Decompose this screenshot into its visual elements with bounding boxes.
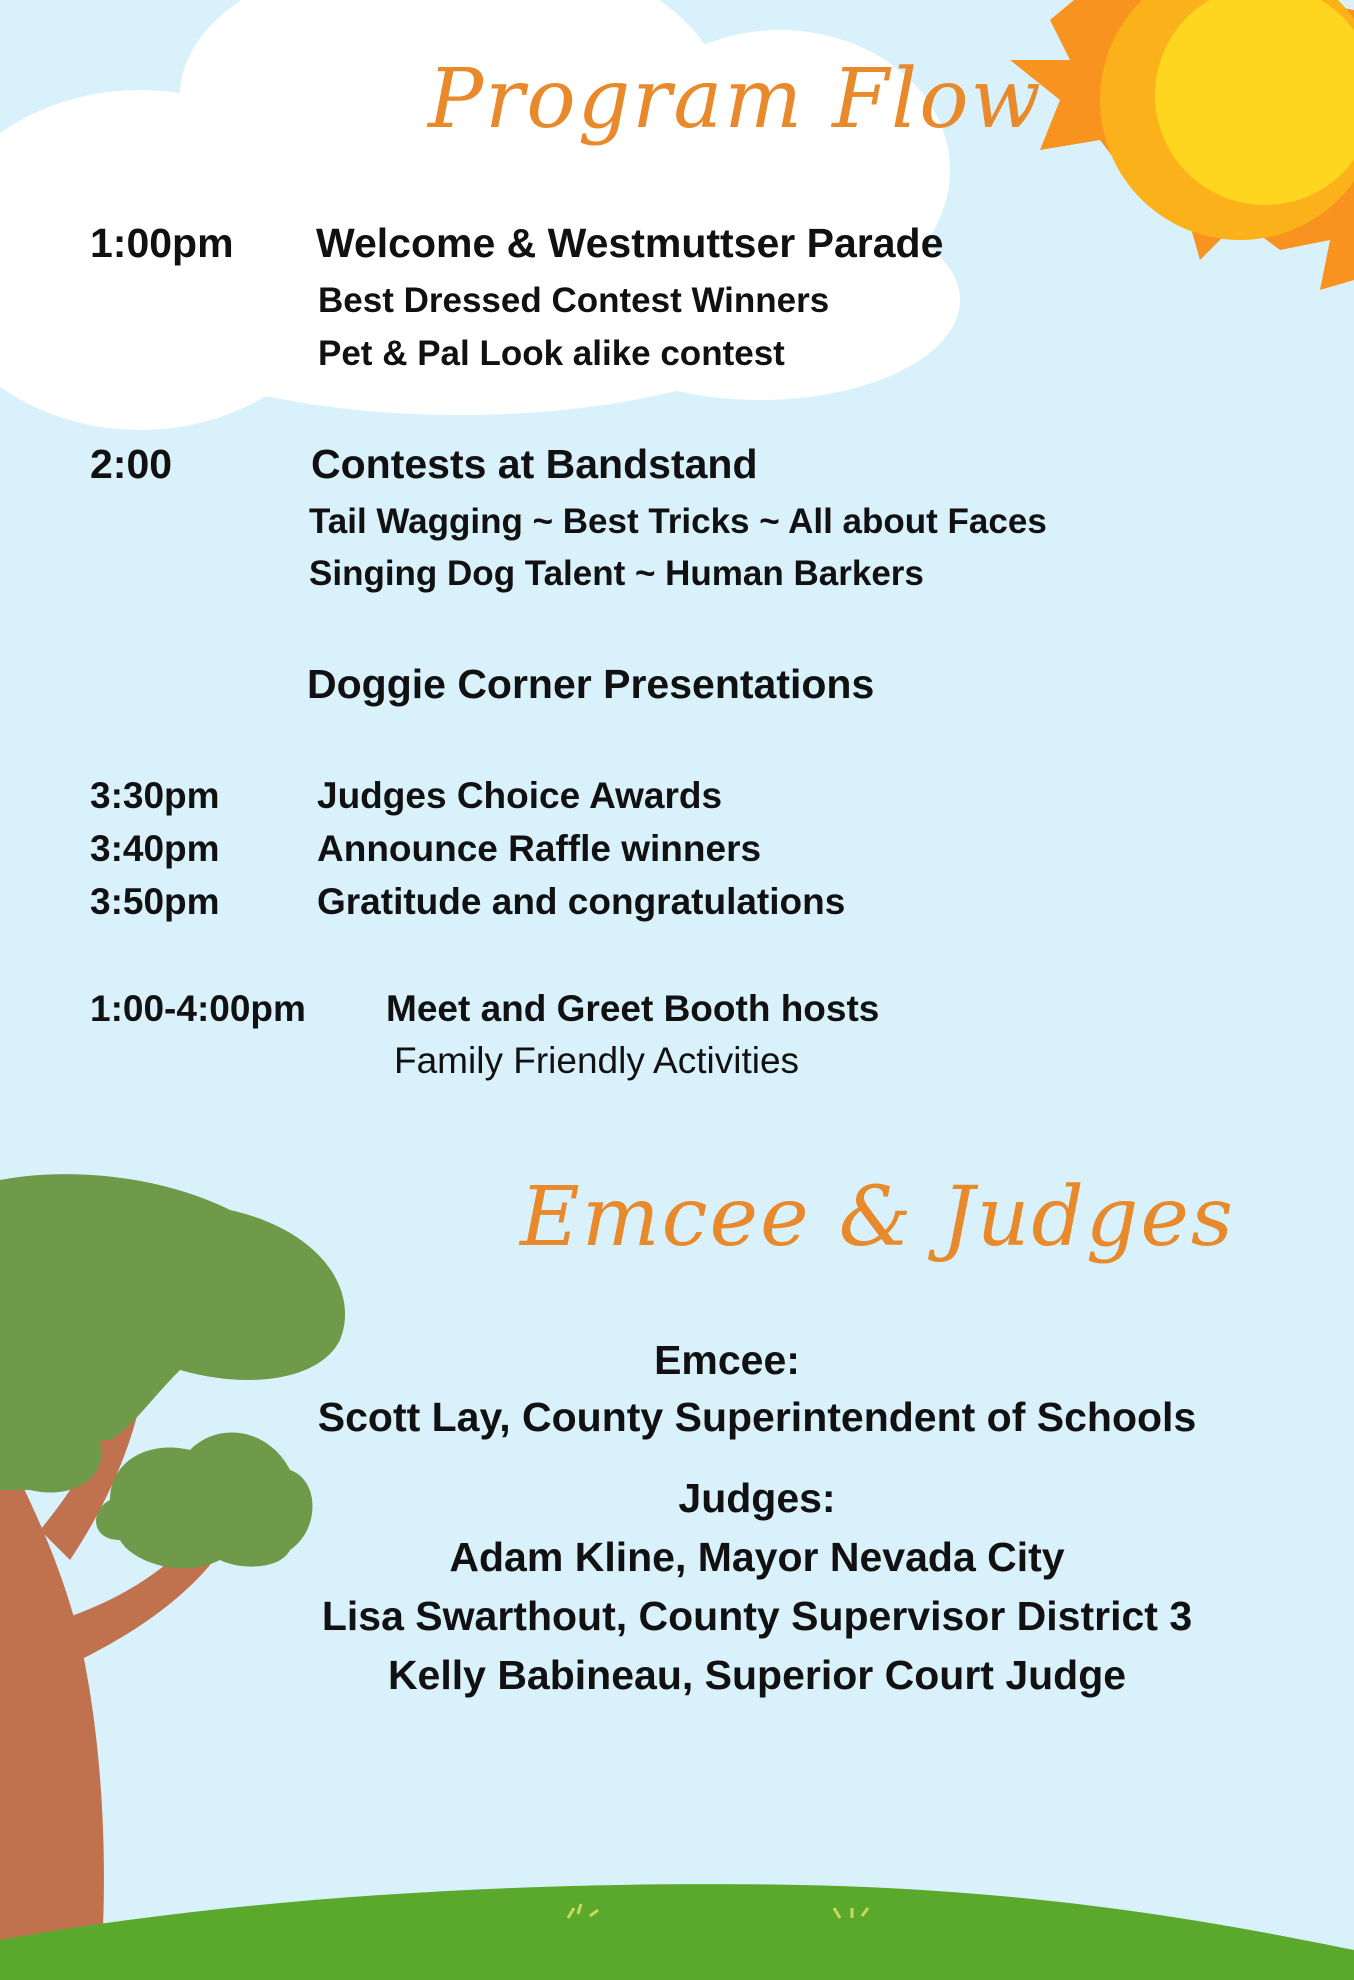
- block2-line2: Singing Dog Talent ~ Human Barkers: [309, 554, 924, 593]
- allday-time: 1:00-4:00pm: [90, 988, 306, 1029]
- sun-illustration: [1010, 0, 1354, 290]
- schedule-label: Gratitude and congratulations: [317, 881, 846, 922]
- block2-time: 2:00: [90, 441, 173, 487]
- block1-heading: Welcome & Westmuttser Parade: [316, 220, 944, 266]
- schedule-time: 3:40pm: [90, 828, 220, 869]
- block2-line3: Doggie Corner Presentations: [307, 661, 875, 707]
- allday-sub: Family Friendly Activities: [394, 1040, 800, 1081]
- schedule-label: Announce Raffle winners: [317, 828, 762, 869]
- block2-heading: Contests at Bandstand: [311, 441, 758, 487]
- judge-item: Kelly Babineau, Superior Court Judge: [387, 1652, 1127, 1698]
- judges-label: Judges:: [678, 1475, 836, 1521]
- program-flow-title: Program Flow: [428, 52, 1043, 147]
- judge-item: Adam Kline, Mayor Nevada City: [449, 1534, 1065, 1580]
- schedule-time: 3:50pm: [90, 881, 220, 922]
- allday-label: Meet and Greet Booth hosts: [386, 988, 880, 1029]
- judge-item: Lisa Swarthout, County Supervisor District 3: [321, 1593, 1193, 1639]
- grass-hill: [0, 1884, 1354, 1980]
- block1-line1: Best Dressed Contest Winners: [318, 281, 830, 320]
- emcee-label: Emcee:: [654, 1337, 800, 1383]
- schedule-time: 3:30pm: [90, 775, 220, 816]
- block2-line1: Tail Wagging ~ Best Tricks ~ All about Faces: [309, 502, 1047, 541]
- block1-line2: Pet & Pal Look alike contest: [318, 334, 785, 373]
- emcee-name: Scott Lay, County Superintendent of Schools: [317, 1394, 1197, 1440]
- block1-time: 1:00pm: [90, 220, 234, 266]
- schedule-label: Judges Choice Awards: [317, 775, 723, 816]
- emcee-judges-title: Emcee & Judges: [520, 1170, 1235, 1265]
